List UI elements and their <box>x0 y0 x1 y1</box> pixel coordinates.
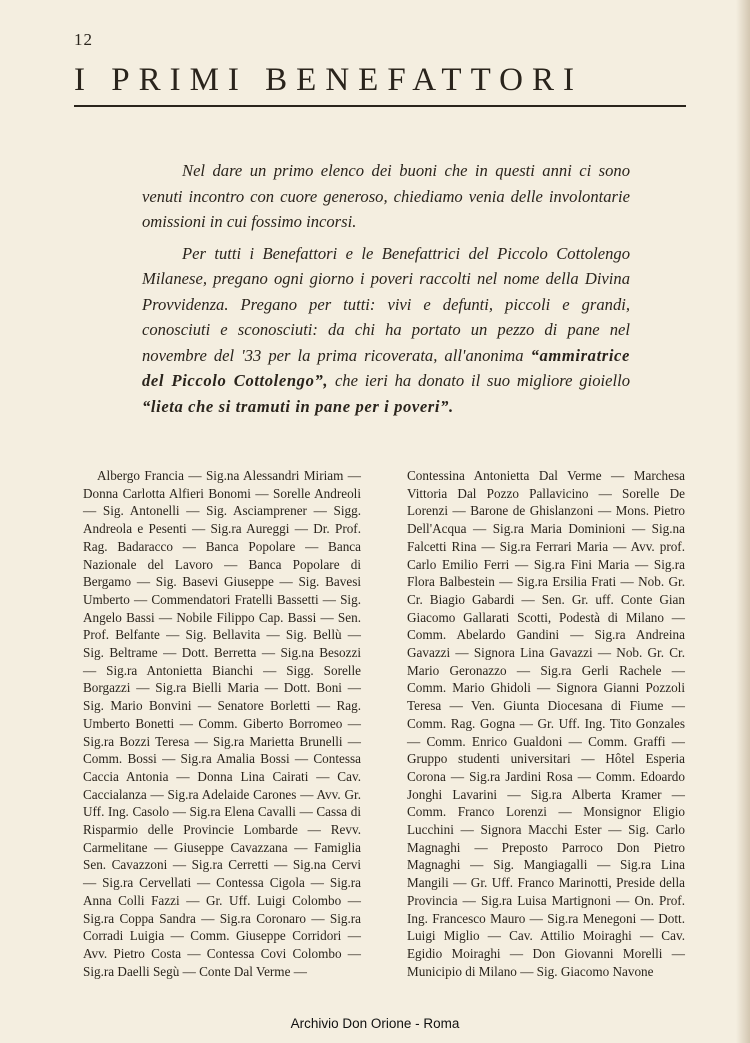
intro-text <box>142 158 630 419</box>
page-number: 12 <box>74 30 93 49</box>
benefactors-left-column: Albergo Francia — Sig.na Alessandri Miriam — Donna Carlotta Alfieri Bonomi — Sorelle Andreoli — Sig. Antonelli — Sig. Asciamprener — Sigg. Andreola e Pesenti — Sig.ra Aureggi — Dr. Prof. Rag. Badaracco — Banca Popolare — Banca Nazionale del Lavoro — Banca Popolare di Bergamo — Sig. Basevi Giuseppe — Sig. Bavesi Umberto — Commendatori Fratelli Bassetti — Sig. Angelo Bassi — Nobile Filippo Cap. Bassi — Sen. Prof. Belfante — Sig. Bellavita — Sig. Bellù — Sig. Beltrame — Dott. Berretta — Sig.na Besozzi — Sig.ra Antonietta Bianchi — Sigg. Sorelle Borgazzi — Sig.ra Bielli Maria — Dott. Boni — Sig. Mario Bonvini — Senatore Borletti — Rag. Umberto Bonetti — Comm. Giberto Borromeo — Sig.ra Bozzi Teresa — Sig.ra Marietta Brunelli — Comm. Bossi — Sig.ra Amalia Bossi — Contessa Caccia Antonia — Donna Lina Cairati — Cav. Caccialanza — Sig.ra Adelaide Carones — Avv. Gr. Uff. Ing. Casolo — Sig.ra Elena Cavalli — Cassa di Risparmio delle Provincie Lombarde — Revv. Carmelitane — Giuseppe Cavazzana — Famiglia Sen. Cavazzoni — Sig.ra Cerretti — Sig.na Cervi — Sig.ra Cervellati — Contessa Cigola — Sig.ra Anna Colli Fazzi — Gr. Uff. Luigi Colombo — Sig.ra Coppa Sandra — Sig.ra Coronaro — Sig.ra Corradi Luigia — Comm. Giuseppe Corridori — Avv. Pietro Costa — Contessa Covi Colombo — Sig.ra Daelli Segù — Conte Dal Verme — <box>83 468 361 979</box>
intro-paragraph-1: Nel dare un primo elenco dei buoni che in questi anni ci sono venuti incontro con cuore generoso, chiediamo venia delle involontarie omissioni in cui fossimo incorsi. <box>142 161 630 231</box>
intro-quote-lieta: “lieta che si tramuti in pane per i poveri”. <box>142 396 454 416</box>
page-title: I PRIMI BENEFATTORI <box>74 62 583 98</box>
intro-quote-ammiratrice: “ammiratrice del Piccolo Cottolengo”, <box>142 345 630 390</box>
title-underline <box>74 105 686 107</box>
intro-paragraph-2 <box>142 241 630 420</box>
archive-footer: Archivio Don Orione - Roma <box>290 1016 460 1031</box>
page-edge-shadow <box>736 0 750 1043</box>
benefactors-right-column: Contessina Antonietta Dal Verme — Marchesa Vittoria Dal Pozzo Pallavicino — Sorelle De Lorenzi — Barone de Ghislanzoni — Mons. Pietro Dell'Acqua — Sig.ra Maria Dominioni — Sig.na Falcetti Rina — Sig.ra Ferrari Maria — Avv. prof. Carlo Emilio Ferri — Sig.ra Fini Maria — Sig.ra Flora Balbestein — Sig.ra Ersilia Frati — Nob. Gr. Cr. Biagio Gabardi — Sen. Gr. uff. Conte Gian Giacomo Gallarati Scotti, Podestà di Milano — Comm. Abelardo Gandini — Sig.ra Andreina Gavazzi — Signora Lina Gavazzi — Nob. Gr. Cr. Mario Geronazzo — Sig.ra Gerli Rachele — Comm. Mario Ghidoli — Signora Gianni Pozzoli Teresa — Ven. Giunta Diocesana di Fiume — Comm. Rag. Gogna — Gr. Uff. Ing. Tito Gonzales — Comm. Enrico Gualdoni — Comm. Graffi — Gruppo studenti universitari — Hôtel Esperia Corona — Sig.ra Jardini Rosa — Comm. Edoardo Jonghi Lavarini — Sig.ra Alberta Kramer — Comm. Franco Lorenzi — Monsignor Eligio Lucchini — Signora Macchi Ester — Sig. Carlo Magnaghi — Preposto Parroco Don Pietro Magnaghi — Sig. Mangiagalli — Sig.ra Lina Mangili — Gr. Uff. Franco Marinotti, Preside della Provincia — Sig.ra Luisa Martignoni — On. Prof. Ing. Francesco Mauro — Sig.ra Menegoni — Dott. Luigi Miglio — Cav. Attilio Moiraghi — Cav. Egidio Moiraghi — Don Giovanni Morelli — Municipio di Milano — Sig. Giacomo Navone <box>407 468 685 979</box>
intro-paragraph-2-text: Per tutti i Benefattori e le Benefattrici del Piccolo Cottolengo Milanese, pregano ogni giorno i poveri raccolti nel nome della Divina Provvidenza. Pregano per tutti: vivi e defunti, piccoli e grandi, conosciuti e sconosciuti: da chi ha portato un pezzo di pane nel novembre del '33 per la prima ricoverata, all'anonima <box>142 243 630 365</box>
intro-paragraph-2-middle: che ieri ha donato il suo migliore gioiello <box>334 371 630 390</box>
